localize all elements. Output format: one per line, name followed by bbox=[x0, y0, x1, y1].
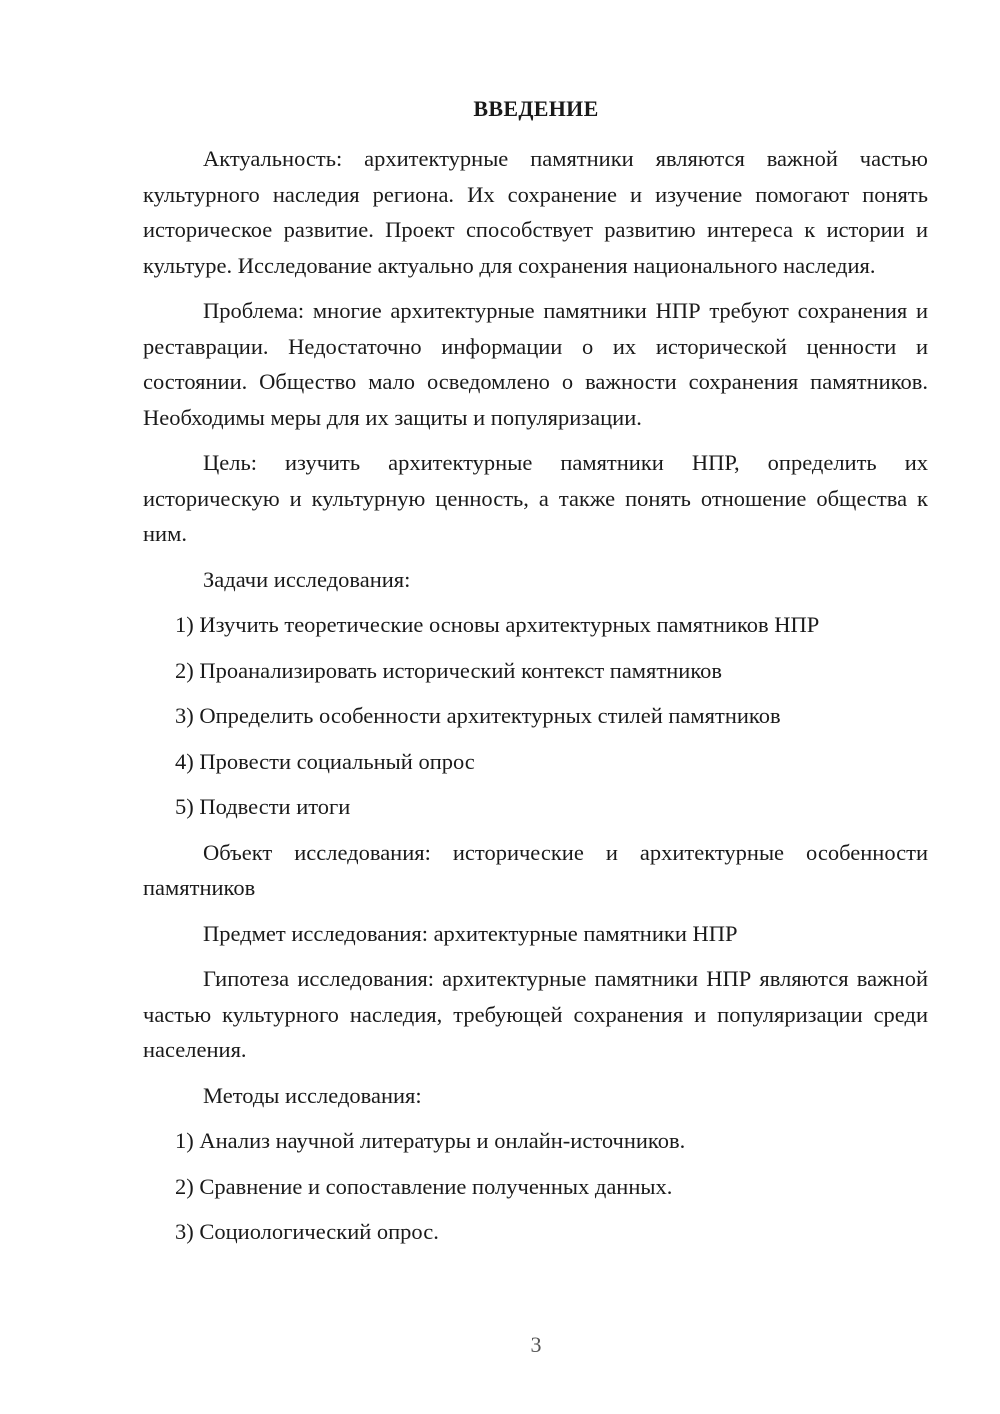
method-item: 3) Социологический опрос. bbox=[175, 1219, 439, 1244]
method-item: 2) Сравнение и сопоставление полученных данных. bbox=[175, 1173, 673, 1199]
page-number: 3 bbox=[530, 1332, 542, 1357]
hypothesis-paragraph: Гипотеза исследования: архитектурные памятники НПР являются важной частью культурного наследия, требующей сохранения и популяризации среди населения. bbox=[143, 966, 928, 1062]
tasks-heading: Задачи исследования: bbox=[203, 566, 411, 592]
task-item: 1) Изучить теоретические основы архитектурных памятников НПР bbox=[175, 612, 820, 637]
task-item: 3) Определить особенности архитектурных стилей памятников bbox=[175, 703, 781, 728]
problem-paragraph: Проблема: многие архитектурные памятники НПР требуют сохранения и реставрации. Недостаточно информации о их исторической ценности и состоянии. Общество мало осведомлено о важности сохранения памятников. Необходимы меры для их защиты и популяризации. bbox=[143, 298, 928, 430]
relevance-paragraph: Актуальность: архитектурные памятники являются важной частью культурного наследия региона. Их сохранение и изучение помогают понять историческое развитие. Проект способствует развитию интереса к истории и культуре. Исследование актуально для сохранения национального наследия. bbox=[143, 146, 928, 278]
task-item: 4) Провести социальный опрос bbox=[175, 748, 475, 774]
task-item: 5) Подвести итоги bbox=[175, 794, 351, 819]
subject-paragraph: Предмет исследования: архитектурные памятники НПР bbox=[203, 920, 738, 946]
method-item: 1) Анализ научной литературы и онлайн-источников. bbox=[175, 1128, 686, 1153]
task-item: 2) Проанализировать исторический контекст памятников bbox=[175, 657, 722, 683]
page-title: ВВЕДЕНИЕ bbox=[473, 96, 599, 121]
object-paragraph: Объект исследования: исторические и архитектурные особенности памятников bbox=[143, 839, 928, 900]
goal-paragraph: Цель: изучить архитектурные памятники НПР, определить их историческую и культурную ценность, а также понять отношение общества к ним. bbox=[143, 450, 928, 546]
methods-heading: Методы исследования: bbox=[203, 1082, 422, 1108]
document-body bbox=[143, 141, 928, 1260]
